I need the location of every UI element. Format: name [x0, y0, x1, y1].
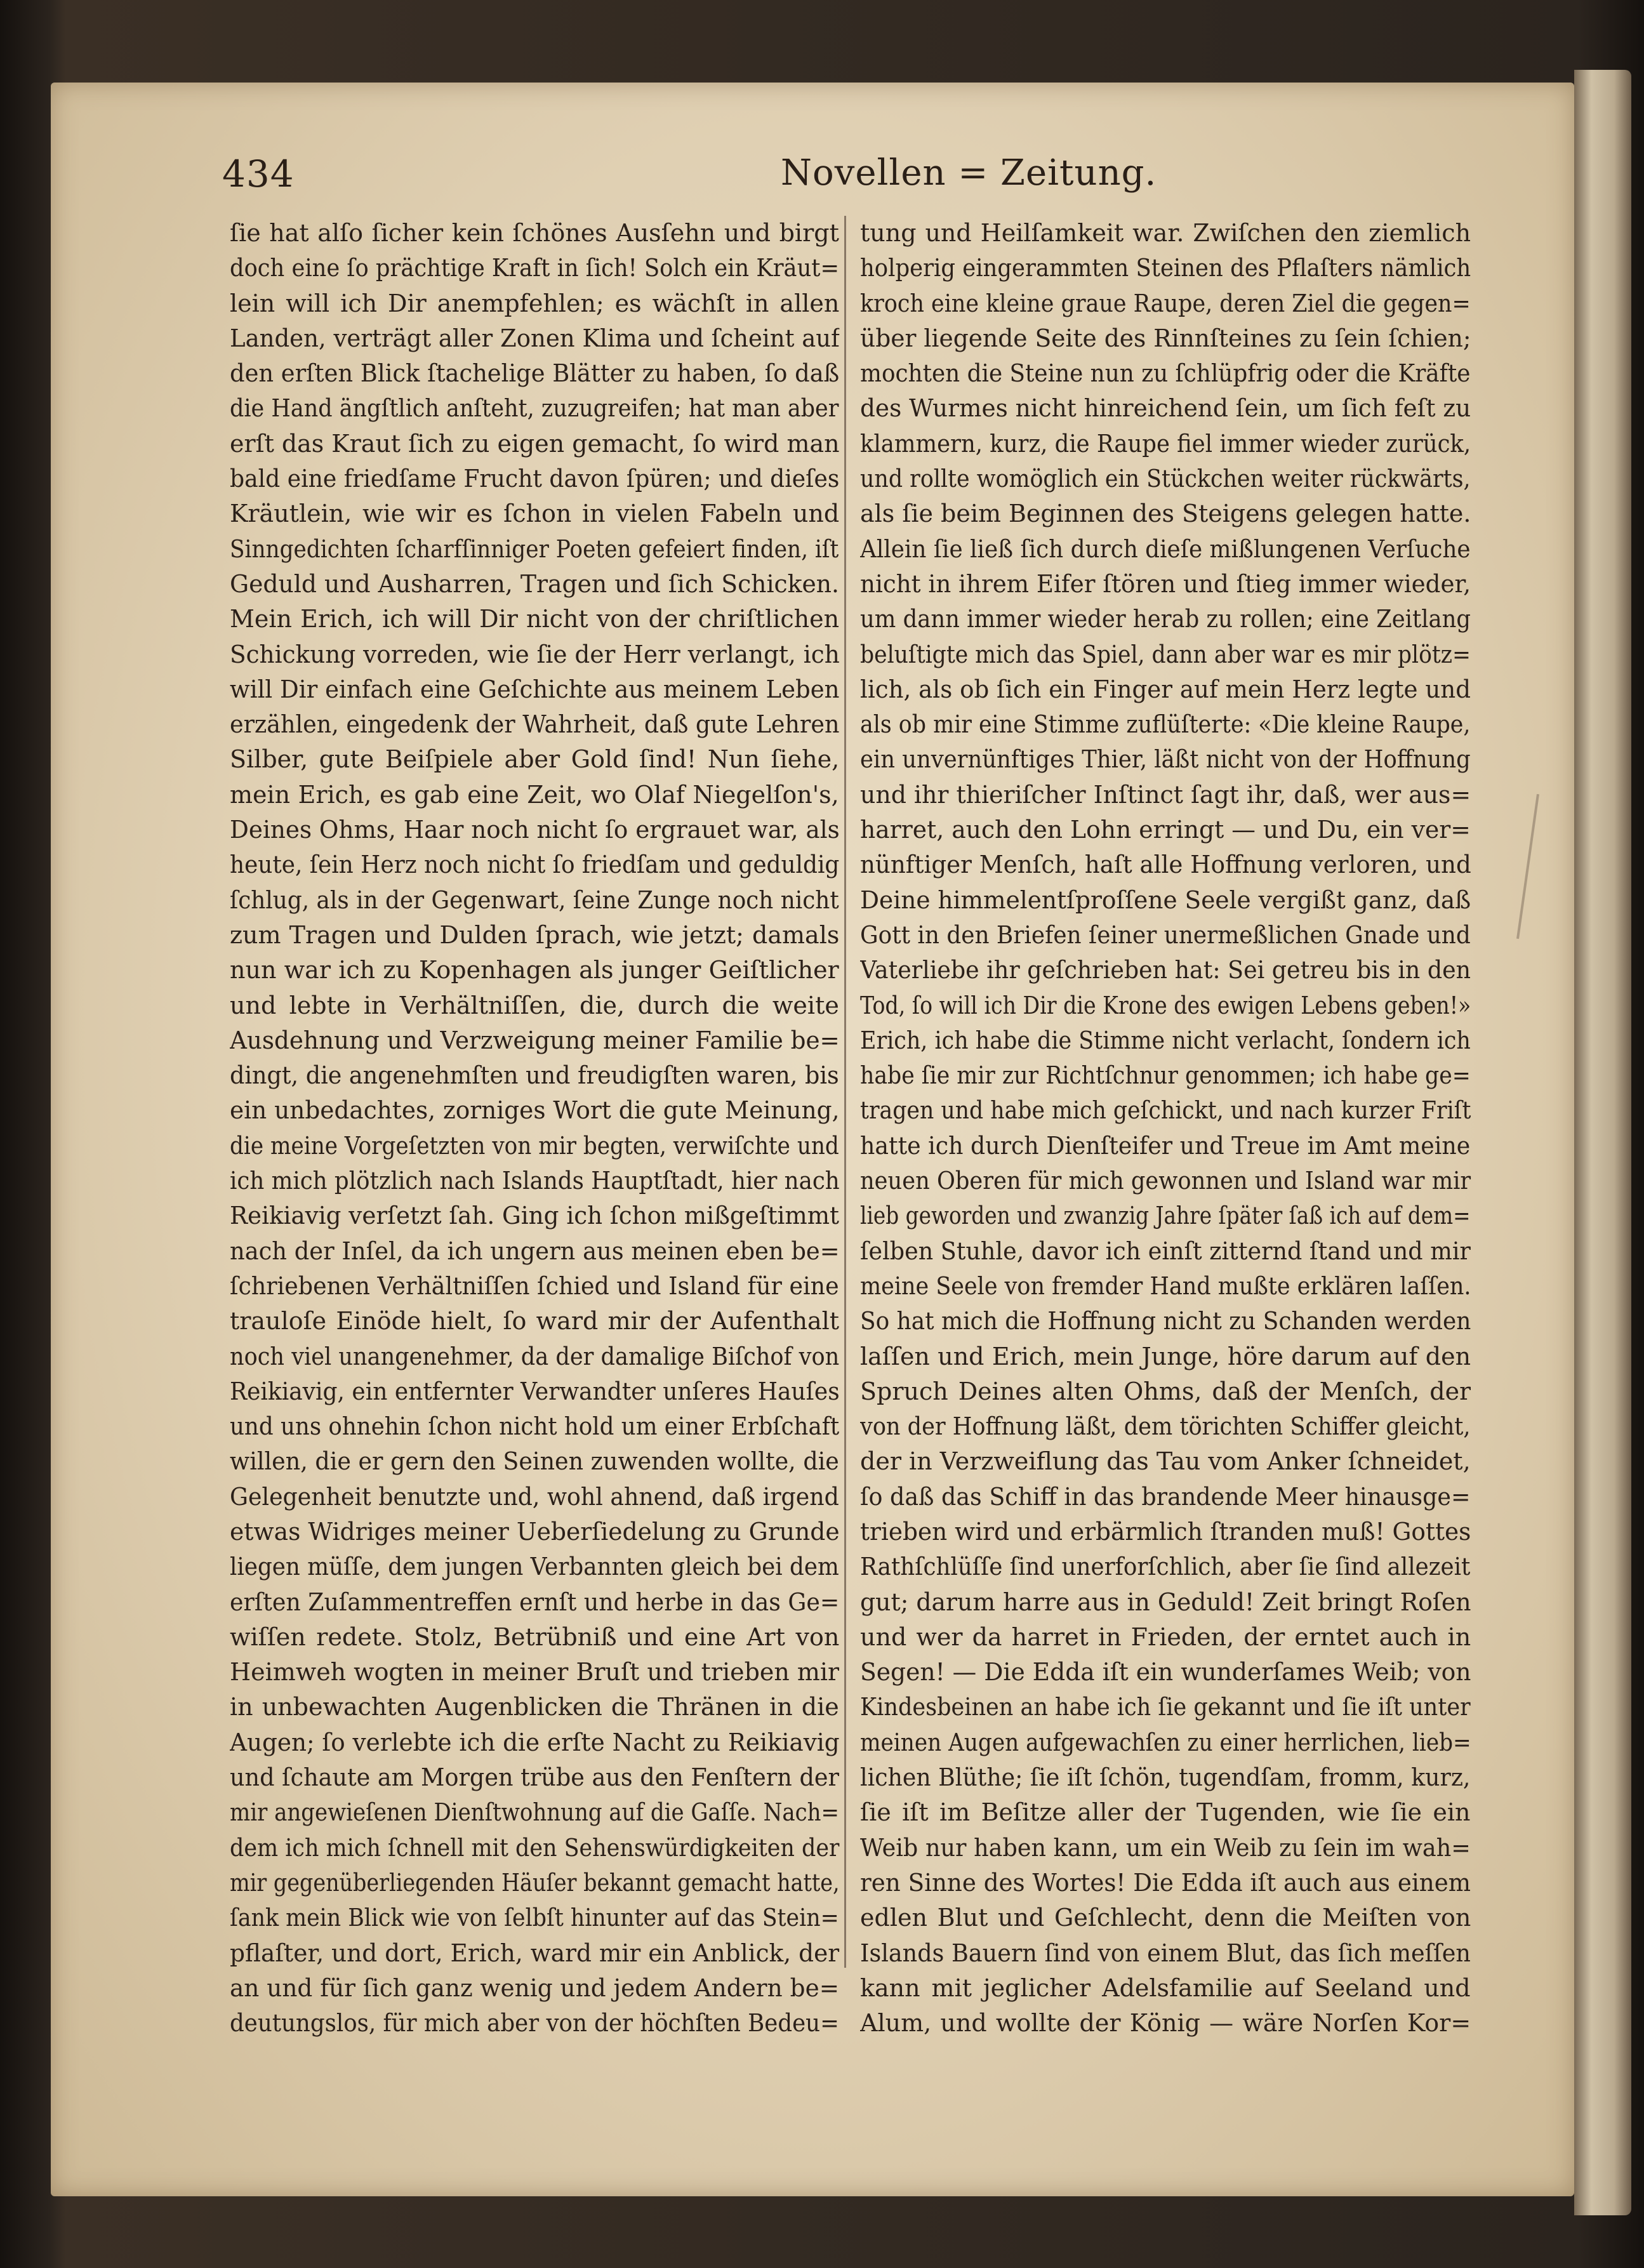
text-line: meinen Augen aufgewachſen zu einer herrlichen, lieb= — [860, 1728, 1471, 1756]
text-line: Tod, ſo will ich Dir die Krone des ewigen Lebens geben!» — [860, 991, 1471, 1019]
text-line: ſie hat alſo ſicher kein ſchönes Ausſehn und birgt — [230, 219, 839, 247]
text-line: noch viel unangenehmer, da der damalige Biſchof von — [230, 1342, 840, 1370]
text-line: in unbewachten Augenblicken die Thränen in die — [230, 1693, 839, 1721]
text-line: ein unvernünftiges Thier, läßt nicht von der Hoffnung — [860, 745, 1471, 774]
text-line: harret, auch den Lohn erringt — und Du, ein ver= — [860, 816, 1471, 844]
text-line: ſo daß das Schiff in das brandende Meer hinausge= — [860, 1482, 1471, 1511]
text-line: Allein ſie ließ ſich durch dieſe mißlungenen Verſuche — [860, 534, 1471, 563]
text-line: Heimweh wogten in meiner Bruſt und trieben mir — [230, 1658, 840, 1687]
text-line: liegen müſſe, dem jungen Verbannten gleich bei dem — [230, 1553, 839, 1581]
text-line: und uns ohnehin ſchon nicht hold um einer Erbſchaft — [230, 1412, 840, 1441]
text-line: nun war ich zu Kopenhagen als junger Geiſtlicher — [230, 956, 839, 985]
page-header — [222, 152, 1428, 203]
text-line: doch eine ſo prächtige Kraft in ſich! Solch ein Kräut= — [230, 254, 840, 282]
running-title: Novellen = Zeitung. — [781, 152, 1157, 194]
text-line: Kräutlein, wie wir es ſchon in vielen Fabeln und — [230, 500, 839, 528]
text-line: und lebte in Verhältniſſen, die, durch die weite — [230, 991, 839, 1019]
text-line: lein will ich Dir anempfehlen; es wächſt in allen — [230, 289, 839, 317]
text-line: von der Hoffnung läßt, dem törichten Schiffer gleicht, — [860, 1412, 1471, 1441]
right-text-column — [860, 216, 1471, 2041]
text-line: mein Erich, es gab eine Zeit, wo Olaf Niegelſon's, — [230, 780, 839, 809]
text-line: heute, ſein Herz noch nicht ſo friedſam und geduldig — [230, 851, 839, 879]
column-divider — [844, 216, 846, 1968]
text-line: erzählen, eingedenk der Wahrheit, daß gute Lehren — [230, 710, 839, 739]
text-line: ſelben Stuhle, davor ich einſt zitternd ſtand und mir — [860, 1237, 1471, 1265]
text-line: laſſen und Erich, mein Junge, höre darum auf den — [860, 1342, 1471, 1370]
text-line: dem ich mich ſchnell mit den Sehenswürdigkeiten der — [230, 1833, 840, 1862]
text-line: Spruch Deines alten Ohms, daß der Menſch, der — [860, 1377, 1471, 1405]
text-line: Reikiavig, ein entfernter Verwandter unſeres Hauſes — [230, 1377, 840, 1405]
text-line: lichen Blüthe; ſie iſt ſchön, tugendſam, fromm, kurz, — [860, 1763, 1471, 1792]
text-line: Geduld und Ausharren, Tragen und ſich Schicken. — [230, 569, 840, 598]
text-line: nach der Inſel, da ich ungern aus meinen eben be= — [230, 1237, 840, 1265]
text-line: klammern, kurz, die Raupe fiel immer wieder zurück, — [860, 429, 1471, 458]
text-line: und wer da harret in Frieden, der erntet auch in — [860, 1622, 1471, 1651]
text-line: kroch eine kleine graue Raupe, deren Ziel die gegen= — [860, 289, 1471, 317]
text-line: beluſtigte mich das Spiel, dann aber war es mir plötz= — [860, 640, 1471, 668]
text-line: edlen Blut und Geſchlecht, denn die Meiſten von — [860, 1904, 1471, 1932]
text-line: die meine Vorgeſetzten von mir begten, verwiſchte und — [230, 1131, 839, 1160]
text-line: neuen Oberen für mich gewonnen und Island war mir — [860, 1167, 1471, 1195]
text-line: Sinngedichten ſcharfſinniger Poeten gefeiert finden, iſt — [230, 534, 839, 563]
text-line: etwas Widriges meiner Ueberſiedelung zu Grunde — [230, 1517, 840, 1546]
text-line: den erſten Blick ſtachelige Blätter zu haben, ſo daß — [230, 359, 840, 388]
text-line: erſten Zuſammentreffen ernſt und herbe in das Ge= — [230, 1588, 839, 1616]
text-line: willen, die er gern den Seinen zuwenden wollte, die — [230, 1447, 839, 1476]
text-line: Alum, und wollte der König — wäre Norſen Kor= — [860, 2009, 1471, 2038]
text-line: Schickung vorreden, wie ſie der Herr verlangt, ich — [230, 640, 840, 668]
text-line: ren Sinne des Wortes! Die Edda iſt auch aus einem — [860, 1868, 1471, 1897]
text-line: an und für ſich ganz wenig und jedem Andern be= — [230, 1973, 840, 2002]
text-line: Rathſchlüſſe ſind unerforſchlich, aber ſie ſind allezeit — [860, 1553, 1471, 1581]
text-line: zum Tragen und Dulden ſprach, wie jetzt; damals — [230, 920, 839, 949]
text-line: ein unbedachtes, zorniges Wort die gute Meinung, — [230, 1096, 840, 1125]
text-line: hatte ich durch Dienſteifer und Treue im Amt meine — [860, 1131, 1471, 1160]
text-line: bald eine friedſame Frucht davon ſpüren; und dieſes — [230, 465, 840, 493]
text-line: wiſſen redete. Stolz, Betrübniß und eine Art von — [230, 1622, 839, 1651]
text-line: lieb geworden und zwanzig Jahre ſpäter ſaß ich auf dem= — [860, 1202, 1471, 1230]
text-line: meine Seele von fremder Hand mußte erklären laſſen. — [860, 1271, 1471, 1300]
text-line: der in Verzweiflung das Tau vom Anker ſchneidet, — [860, 1447, 1471, 1476]
text-line: als ob mir eine Stimme zuflüſterte: «Die kleine Raupe, — [860, 710, 1471, 739]
text-line: pflaſter, und dort, Erich, ward mir ein Anblick, der — [230, 1939, 840, 1967]
text-line: nünftiger Menſch, haſt alle Hoffnung verloren, und — [860, 851, 1471, 879]
text-line: Segen! — Die Edda iſt ein wunderſames Weib; von — [860, 1658, 1471, 1687]
text-line: So hat mich die Hoffnung nicht zu Schanden werden — [860, 1307, 1471, 1336]
text-line: trauloſe Einöde hielt, ſo ward mir der Aufenthalt — [230, 1307, 839, 1336]
text-line: holperig eingerammten Steinen des Pflaſters nämlich — [860, 254, 1471, 282]
text-line: und ihr thieriſcher Inſtinct ſagt ihr, daß, wer aus= — [860, 780, 1471, 809]
text-line: Islands Bauern ſind von einem Blut, das ſich meſſen — [860, 1939, 1471, 1967]
text-line: dingt, die angenehmſten und freudigſten waren, bis — [230, 1061, 839, 1090]
text-line: tragen und habe mich geſchickt, und nach kurzer Friſt — [860, 1096, 1471, 1125]
text-line: Silber, gute Beiſpiele aber Gold ſind! Nun ſiehe, — [230, 745, 839, 774]
text-line: Weib nur haben kann, um ein Weib zu ſein im wah= — [860, 1833, 1471, 1862]
text-line: Mein Erich, ich will Dir nicht von der chriſtlichen — [230, 605, 839, 633]
text-line: Ausdehnung und Verzweigung meiner Familie be= — [230, 1026, 840, 1054]
text-line: ſank mein Blick wie von ſelbſt hinunter auf das Stein= — [230, 1904, 839, 1932]
text-line: lich, als ob ſich ein Finger auf mein Herz legte und — [860, 675, 1471, 703]
text-line: mir gegenüberliegenden Häuſer bekannt gemacht hatte, — [230, 1868, 840, 1897]
text-line: Deine himmelentſproſſene Seele vergißt ganz, daß — [860, 885, 1471, 914]
book-page-edges — [1574, 70, 1631, 2215]
text-line: Landen, verträgt aller Zonen Klima und ſcheint auf — [230, 324, 840, 352]
text-line: deutungslos, für mich aber von der höchſten Bedeu= — [230, 2009, 839, 2038]
text-line: ſie iſt im Beſitze aller der Tugenden, wie ſie ein — [860, 1798, 1471, 1827]
text-line: Reikiavig verſetzt ſah. Ging ich ſchon mißgeſtimmt — [230, 1202, 840, 1230]
page-number: 434 — [222, 152, 295, 196]
text-line: will Dir einfach eine Geſchichte aus meinem Leben — [230, 675, 840, 703]
text-line: als ſie beim Beginnen des Steigens gelegen hatte. — [860, 500, 1471, 528]
text-line: habe ſie mir zur Richtſchnur genommen; ich habe ge= — [860, 1061, 1471, 1090]
text-line: und rollte womöglich ein Stückchen weiter rückwärts, — [860, 465, 1471, 493]
text-line: Deines Ohms, Haar noch nicht ſo ergrauet war, als — [230, 816, 840, 844]
text-line: des Wurmes nicht hinreichend ſein, um ſich feſt zu — [860, 394, 1471, 423]
text-line: Gelegenheit benutzte und, wohl ahnend, daß irgend — [230, 1482, 839, 1511]
text-line: Kindesbeinen an habe ich ſie gekannt und ſie iſt unter — [860, 1693, 1471, 1721]
text-line: um dann immer wieder herab zu rollen; eine Zeitlang — [860, 605, 1471, 633]
text-line: und ſchaute am Morgen trübe aus den Fenſtern der — [230, 1763, 839, 1792]
text-line: Augen; ſo verlebte ich die erſte Nacht zu Reikiavig — [230, 1728, 840, 1756]
text-line: Vaterliebe ihr geſchrieben hat: Sei getreu bis in den — [860, 956, 1471, 985]
text-line: die Hand ängſtlich anſteht, zuzugreifen; hat man aber — [230, 394, 839, 423]
text-line: mir angewieſenen Dienſtwohnung auf die Gaſſe. Nach= — [230, 1798, 840, 1827]
text-line: Gott in den Briefen ſeiner unermeßlichen Gnade und — [860, 920, 1471, 949]
text-line: nicht in ihrem Eifer ſtören und ſtieg immer wieder, — [860, 569, 1471, 598]
text-line: Erich, ich habe die Stimme nicht verlacht, ſondern ich — [860, 1026, 1471, 1054]
text-line: mochten die Steine nun zu ſchlüpfrig oder die Kräfte — [860, 359, 1471, 388]
text-line: tung und Heilſamkeit war. Zwiſchen den ziemlich — [860, 219, 1471, 247]
text-line: über liegende Seite des Rinnſteines zu ſein ſchien; — [860, 324, 1471, 352]
text-line: kann mit jeglicher Adelsfamilie auf Seeland und — [860, 1973, 1471, 2002]
text-line: trieben wird und erbärmlich ſtranden muß! Gottes — [860, 1517, 1471, 1546]
text-line: ſchlug, als in der Gegenwart, ſeine Zunge noch nicht — [230, 885, 839, 914]
left-text-column — [230, 216, 839, 2041]
text-line: gut; darum harre aus in Geduld! Zeit bringt Roſen — [860, 1588, 1471, 1616]
text-line: erſt das Kraut ſich zu eigen gemacht, ſo wird man — [230, 429, 840, 458]
text-line: ich mich plötzlich nach Islands Hauptſtadt, hier nach — [230, 1167, 840, 1195]
text-line: ſchriebenen Verhältniſſen ſchied und Island für eine — [230, 1271, 839, 1300]
